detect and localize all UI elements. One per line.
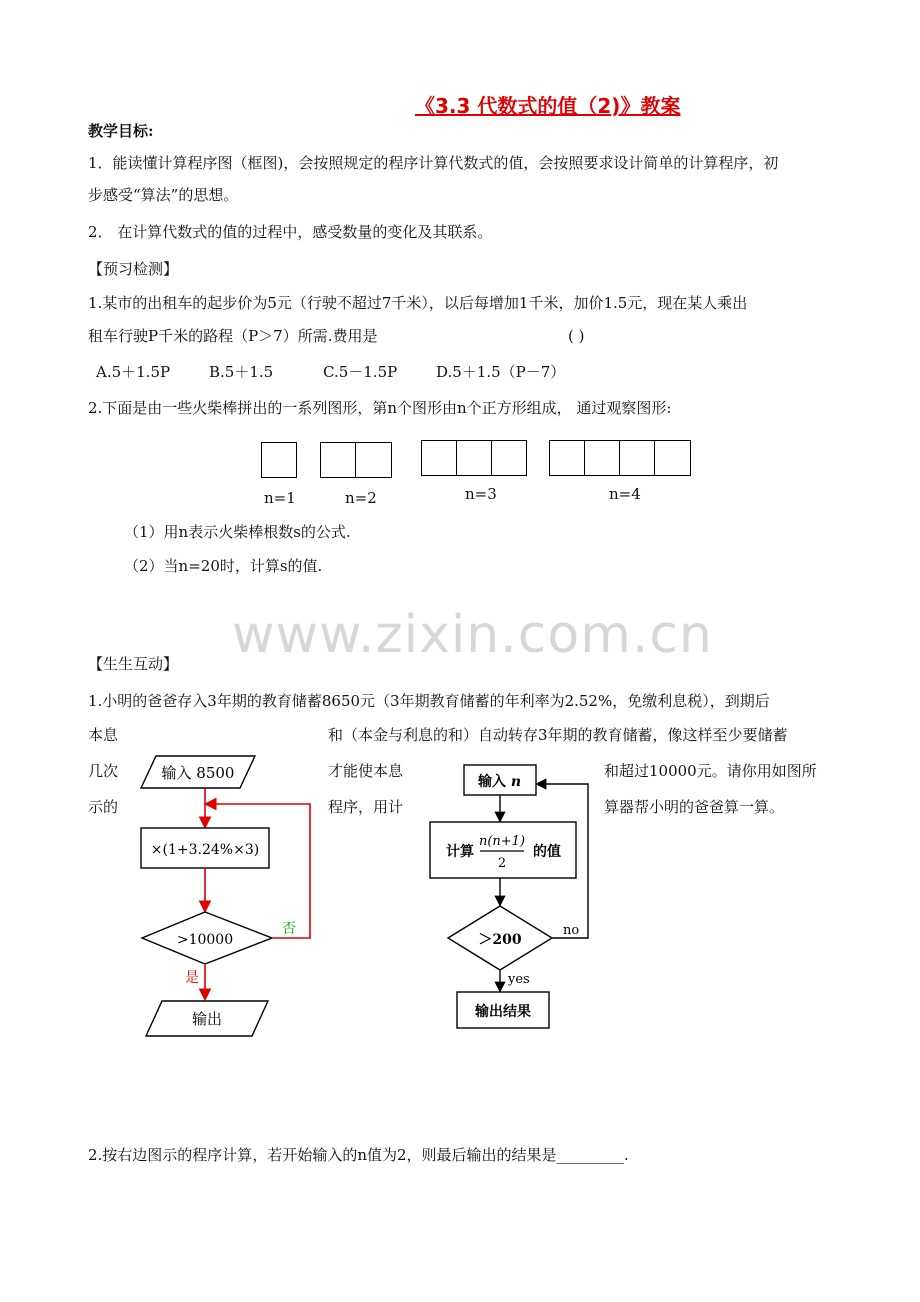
interaction-q1-line-4a: 示的 (88, 798, 119, 816)
flowchart-savings (130, 748, 330, 1048)
preview-q2: 2.下面是由一些火柴棒拼出的一系列图形，第n个图形由n个正方形组成， 通过观察图形: (88, 399, 672, 417)
page-title: 《3.3 代数式的值（2)》教案 (415, 94, 681, 118)
figure-label-4: n=4 (609, 485, 641, 503)
preview-subquestion-1: （1）用n表示火柴棒根数s的公式. (124, 523, 351, 541)
preview-q1-line-2: 租车行驶P千米的路程（P＞7）所需.费用是 (88, 327, 378, 345)
figure-label-1: n=1 (264, 489, 296, 507)
interaction-q1-line-3b: 才能使本息 (328, 762, 404, 780)
objectives-heading: 教学目标: (88, 122, 154, 140)
figure-label-3: n=3 (465, 485, 497, 503)
formula-calc-prefix: 计算 (446, 844, 474, 860)
objective-1-line-1: 1．能读懂计算程序图（框图)，会按照规定的程序计算代数式的值，会按照要求设计简单的计算程序，初 (88, 154, 779, 172)
formula-output-text: 输出结果 (475, 1004, 531, 1020)
interaction-q1-line-2a: 本息 (88, 726, 119, 744)
interaction-q1-line-3c: 和超过10000元。请你用如图所 (604, 762, 817, 780)
formula-input-prefix: 输入 (478, 774, 506, 790)
matchstick-figure-1 (261, 442, 297, 478)
flow-process-text: ×(1+3.24%×3) (150, 842, 260, 858)
preview-heading: 【预习检测】 (88, 260, 179, 278)
option-b: B.5＋1.5 (209, 363, 274, 381)
interaction-q2: 2.按右边图示的程序计算，若开始输入的n值为2，则最后输出的结果是_________. (88, 1146, 629, 1164)
matchstick-figure-4 (549, 440, 691, 476)
interaction-q1-line-2b: 和（本金与利息的和）自动转存3年期的教育储蓄，像这样至少要储蓄 (328, 726, 788, 744)
interaction-q1-line-1: 1.小明的爸爸存入3年期的教育储蓄8650元（3年期教育储蓄的年利率为2.52%，免缴利息税），到期后 (88, 692, 770, 710)
formula-numerator: n(n+1) (478, 834, 526, 849)
answer-blank: ( ) (568, 327, 585, 345)
figure-label-2: n=2 (345, 489, 377, 507)
formula-denominator: 2 (497, 856, 507, 871)
matchstick-figure-2 (320, 442, 392, 478)
formula-yes-label: yes (508, 972, 530, 987)
flow-loop-arrow (207, 804, 310, 938)
objective-1-line-2: 步感受“算法”的思想。 (88, 186, 239, 204)
objective-2: 2． 在计算代数式的值的过程中，感受数量的变化及其联系。 (88, 223, 493, 241)
interaction-q1-line-4c: 算器帮小明的爸爸算一算。 (604, 798, 785, 816)
flowchart-formula (420, 760, 620, 1040)
formula-calc-suffix: 的值 (533, 844, 561, 860)
preview-q1-line-1: 1.某市的出租车的起步价为5元（行驶不超过7千米），以后每增加1千米，加价1.5元，现在某人乘出 (88, 294, 748, 312)
option-d: D.5＋1.5（P－7） (436, 363, 566, 381)
interaction-q1-line-3a: 几次 (88, 762, 119, 780)
flow-no-label: 否 (282, 921, 296, 937)
option-c: C.5－1.5P (323, 363, 398, 381)
flow-yes-label: 是 (185, 970, 199, 986)
matchstick-figure-3 (421, 440, 527, 476)
formula-no-label: no (563, 923, 580, 938)
preview-subquestion-2: （2）当n=20时，计算s的值. (124, 557, 323, 575)
flow-output-text: 输出 (191, 1010, 223, 1028)
interaction-heading: 【生生互动】 (88, 655, 179, 673)
watermark: www.zixin.com.cn (232, 605, 713, 665)
formula-decision-text: ＞200 (478, 932, 522, 948)
formula-input-var: n (510, 774, 522, 790)
interaction-q1-line-4b: 程序，用计 (328, 798, 404, 816)
option-a: A.5＋1.5P (96, 363, 171, 381)
flow-input-text: 输入 8500 (161, 764, 235, 782)
flow-decision-text: >10000 (176, 932, 234, 948)
